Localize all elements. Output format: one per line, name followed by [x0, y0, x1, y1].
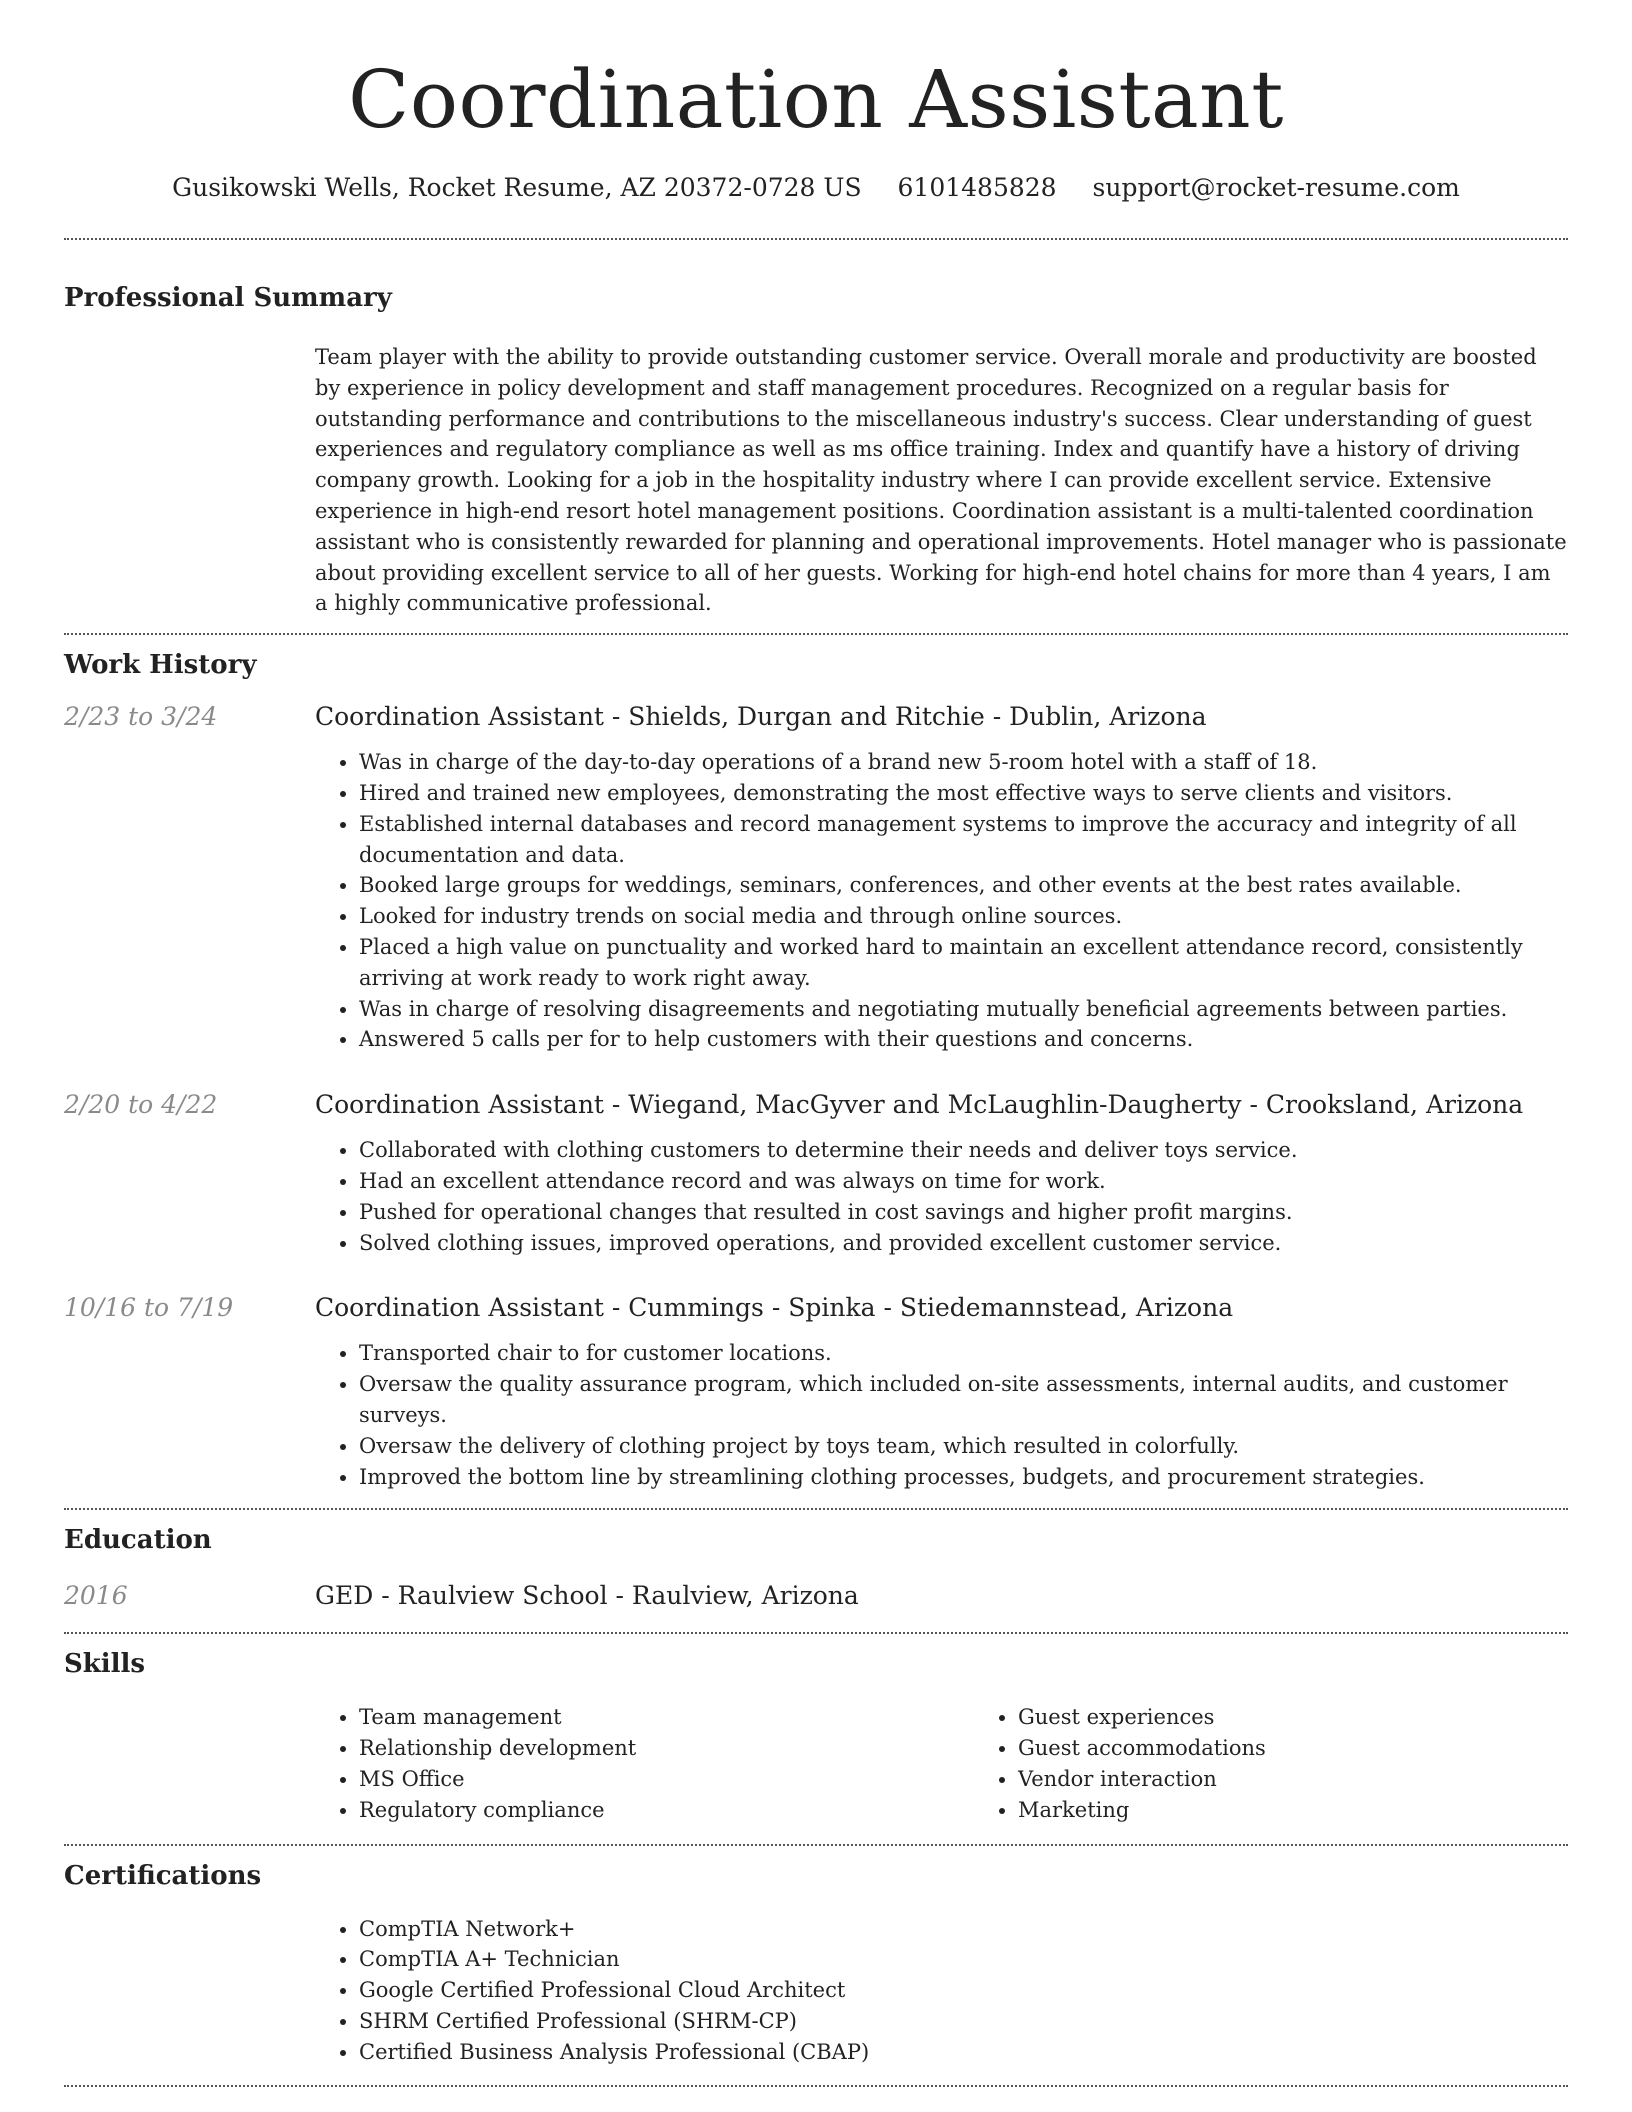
list-item: • Improved the bottom line by streamlining clothing processes, budgets, and procurement strategies. [359, 1462, 1568, 1493]
skills-grid [315, 1702, 1632, 1825]
contact-email: support@rocket-resume.com [1092, 173, 1460, 202]
section-title-skills: Skills [64, 1649, 146, 1680]
list-item: • Pushed for operational changes that resulted in cost savings and higher profit margins. [359, 1197, 1568, 1228]
certifications-section [64, 1846, 1568, 2086]
contact-line [64, 172, 1568, 204]
education-heading: GED - Raulview School - Raulview, Arizona [315, 1581, 859, 1611]
skills-section [64, 1634, 1568, 1843]
job-dates: 2/23 to 3/24 [64, 702, 218, 732]
section-title-work: Work History [64, 650, 257, 681]
list-item: • SHRM Certified Professional (SHRM-CP) [359, 2006, 1568, 2037]
certifications-list [315, 1914, 1568, 2068]
job-dates: 10/16 to 7/19 [64, 1293, 234, 1323]
education-entry [64, 1580, 1568, 1632]
list-item: • Certified Business Analysis Professional (CBAP) [359, 2037, 1568, 2068]
list-item: • CompTIA A+ Technician [359, 1944, 1568, 1975]
contact-address: Gusikowski Wells, Rocket Resume, AZ 20372-0728 US [172, 173, 862, 202]
list-item: • Regulatory compliance [359, 1795, 974, 1826]
list-item: • Was in charge of the day-to-day operations of a brand new 5-room hotel with a staff of 18. [359, 747, 1568, 778]
skills-list-left [315, 1702, 974, 1825]
list-item: • Established internal databases and record management systems to improve the accuracy and integrity of all documentation and data. [359, 809, 1568, 871]
job-dates: 2/20 to 4/22 [64, 1090, 218, 1120]
list-item: • Team management [359, 1702, 974, 1733]
education-dates: 2016 [64, 1581, 128, 1611]
list-item: • Vendor interaction [1018, 1764, 1632, 1795]
candidate-name: Coordination Assistant [348, 53, 1284, 146]
list-item: • Answered 5 calls per for to help customers with their questions and concerns. [359, 1024, 1568, 1055]
section-divider [64, 2085, 1568, 2087]
job-heading: Coordination Assistant - Wiegand, MacGyver and McLaughlin-Daugherty - Crooksland, Arizona [315, 1090, 1524, 1120]
list-item: • Oversaw the delivery of clothing project by toys team, which resulted in colorfully. [359, 1431, 1568, 1462]
contact-phone: 6101485828 [897, 173, 1057, 202]
skills-list-right [974, 1702, 1632, 1825]
section-title-certifications: Certifications [64, 1860, 262, 1891]
list-item: • CompTIA Network+ [359, 1914, 1568, 1945]
job-heading: Coordination Assistant - Shields, Durgan and Ritchie - Dublin, Arizona [315, 702, 1207, 732]
job-bullets [315, 1338, 1568, 1492]
list-item: • Was in charge of resolving disagreements and negotiating mutually beneficial agreements between parties. [359, 994, 1568, 1025]
list-item: • Guest experiences [1018, 1702, 1632, 1733]
education-section [64, 1510, 1568, 1632]
list-item: • Relationship development [359, 1733, 974, 1764]
summary-text: Team player with the ability to provide outstanding customer service. Overall morale and productivity are boosted by experience in policy development and staff management procedures. Recognized on a regular basis for outstanding performance and contributions to the miscellaneous industry's success. Clear understanding of guest experiences and regulatory compliance as well as ms office training. Index and quantify have a history of driving company growth. Looking for a job in the hospitality industry where I can provide excellent service. Extensive experience in high-end resort hotel management positions. Coordination assistant is a multi-talented coordination assistant who is consistently rewarded for planning and operational improvements. Hotel manager who is passionate about providing excellent service to all of her guests. Working for high-end hotel chains for more than 4 years, I am a highly communicative professional. [315, 345, 1567, 616]
list-item: • Had an excellent attendance record and was always on time for work. [359, 1166, 1568, 1197]
job-heading: Coordination Assistant - Cummings - Spinka - Stiedemannstead, Arizona [315, 1293, 1234, 1323]
job-bullets [315, 1135, 1568, 1258]
list-item: • Solved clothing issues, improved operations, and provided excellent customer service. [359, 1228, 1568, 1259]
job-bullets [315, 747, 1568, 1055]
list-item: • Booked large groups for weddings, seminars, conferences, and other events at the best rates available. [359, 870, 1568, 901]
list-item: • Oversaw the quality assurance program, which included on-site assessments, internal audits, and customer surveys. [359, 1369, 1568, 1431]
job-entry [64, 1292, 1568, 1508]
section-title-summary: Professional Summary [64, 283, 392, 313]
list-item: • Hired and trained new employees, demonstrating the most effective ways to serve clients and visitors. [359, 778, 1568, 809]
job-entry [64, 1089, 1568, 1292]
list-item: • MS Office [359, 1764, 974, 1795]
work-history-section [64, 635, 1568, 1508]
summary-section [64, 240, 1568, 633]
list-item: • Transported chair to for customer locations. [359, 1338, 1568, 1369]
list-item: • Guest accommodations [1018, 1733, 1632, 1764]
list-item: • Collaborated with clothing customers to determine their needs and deliver toys service. [359, 1135, 1568, 1166]
list-item: • Google Certified Professional Cloud Architect [359, 1975, 1568, 2006]
list-item: • Looked for industry trends on social media and through online sources. [359, 901, 1568, 932]
section-title-education: Education [64, 1525, 212, 1556]
job-entry [64, 701, 1568, 1089]
list-item: • Marketing [1018, 1795, 1632, 1826]
list-item: • Placed a high value on punctuality and worked hard to maintain an excellent attendance record, consistently arriving at work ready to work right away. [359, 932, 1568, 994]
